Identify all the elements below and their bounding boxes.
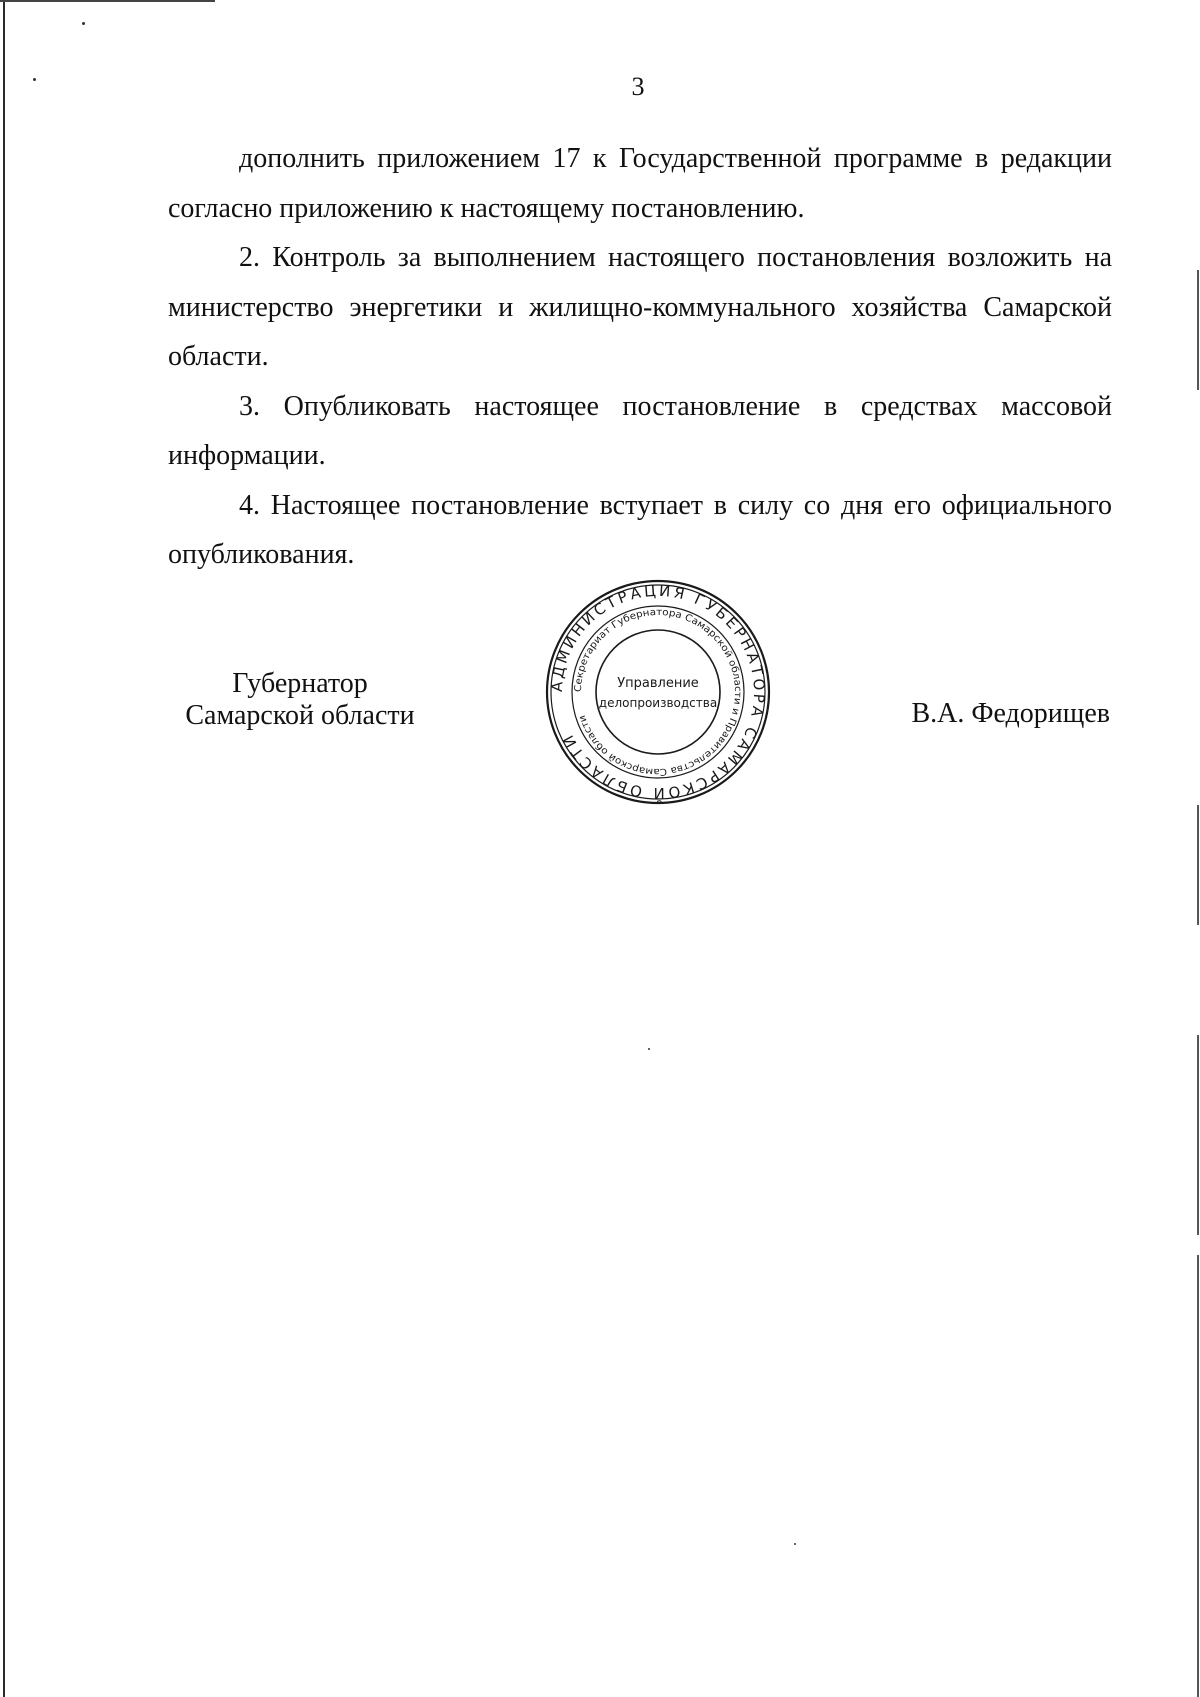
page-edge-right — [1197, 1035, 1199, 1235]
page-edge-right — [1197, 1255, 1199, 1697]
paragraph-item-3: 3. Опубликовать настоящее постановление в средствах массовой информации. — [168, 390, 1112, 471]
seal-center-line2: делопроизводства — [598, 696, 718, 710]
page-edge-right — [1197, 270, 1199, 390]
document-body — [168, 134, 1112, 580]
seal-center-line1: Управление — [617, 676, 699, 691]
official-seal — [544, 578, 772, 806]
signatory-position-line1: Губернатор — [232, 668, 368, 699]
paragraph-continuation: дополнить приложением 17 к Государственной программе в редакции согласно приложению к настоящему постановлению. — [168, 143, 1112, 224]
scan-speck — [648, 1048, 650, 1050]
page-edge-left — [3, 0, 5, 1697]
paragraph-item-4: 4. Настоящее постановление вступает в силу со дня его официального опубликования. — [168, 489, 1112, 570]
page-number: 3 — [631, 72, 645, 101]
scan-speck — [82, 22, 85, 25]
paragraph-item-2: 2. Контроль за выполнением настоящего постановления возложить на министерство энергетики и жилищно-коммунального хозяйства Самарской области. — [168, 242, 1112, 372]
scan-speck — [794, 1543, 796, 1545]
page-edge-top — [0, 0, 215, 2]
seal-outer-text: АДМИНИСТРАЦИЯ ГУБЕРНАТОРА САМАРСКОЙ ОБЛАСТИ — [547, 581, 769, 803]
seal-inner-text: Секретариат Губернатора Самарской области и Правительства Самарской области — [572, 606, 744, 778]
signatory-position-line2: Самарской области — [185, 700, 415, 731]
page-edge-right — [1197, 805, 1199, 925]
signatory-position — [150, 668, 450, 732]
signatory-name: В.А. Федорищев — [911, 698, 1110, 729]
